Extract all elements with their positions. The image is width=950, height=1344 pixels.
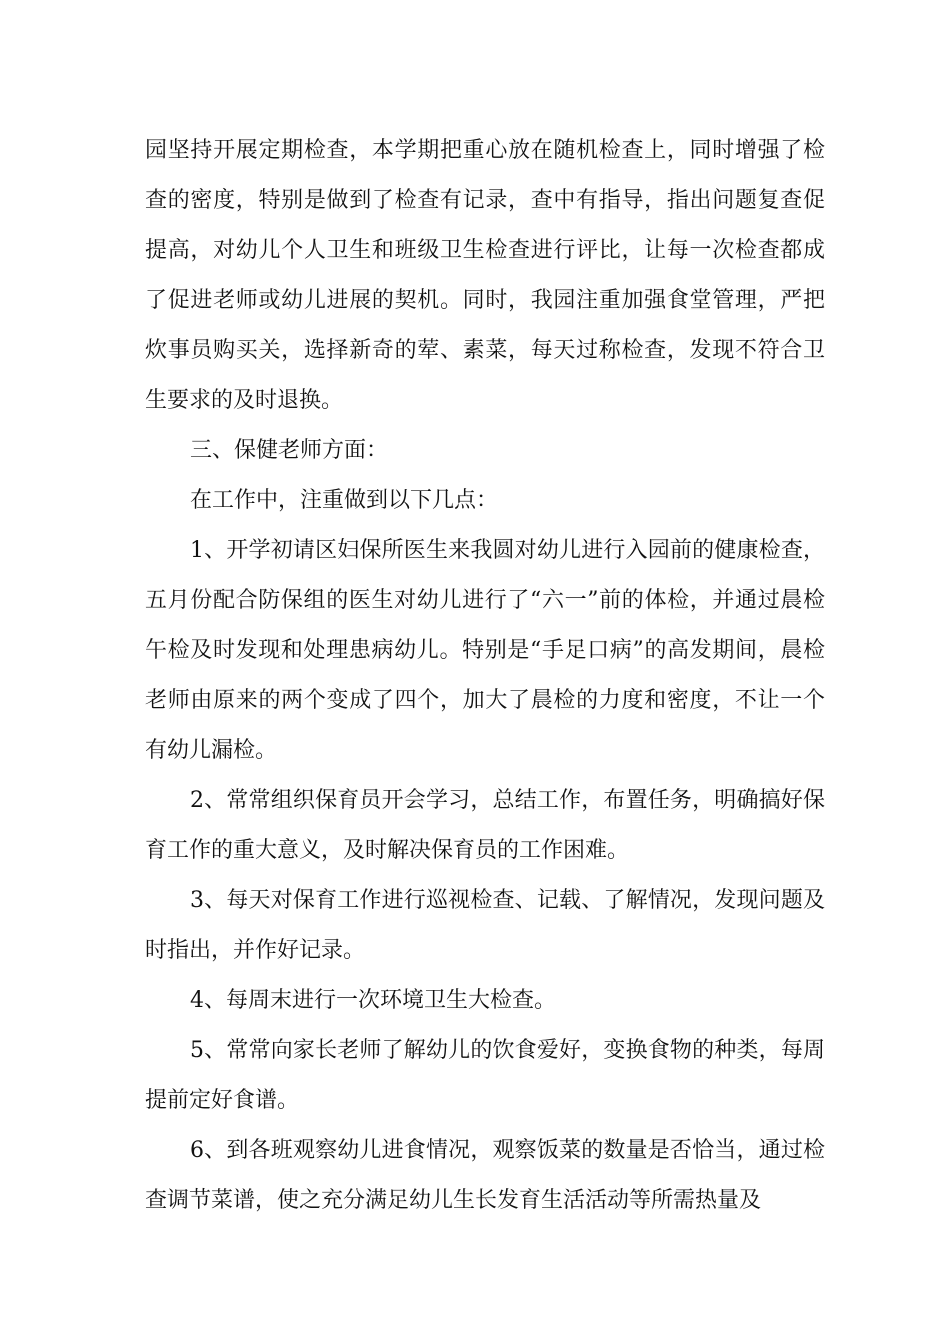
paragraph-continued: 园坚持开展定期检查，本学期把重心放在随机检查上，同时增强了检查的密度，特别是做到了检查有记录，查中有指导，指出问题复查促提高，对幼儿个人卫生和班级卫生检查进行评比，让每一次检查都成了促进老师或幼儿进展的契机。同时，我园注重加强食堂管理，严把炊事员购买关，选择新奇的荤、素菜，每天过称检查，发现不符合卫生要求的及时退换。 <box>145 138 825 413</box>
list-item-1: 1、开学初请区妇保所医生来我圆对幼儿进行入园前的健康检查，五月份配合防保组的医生对幼儿进行了“六一”前的体检，并通过晨检午检及时发现和处理患病幼儿。特别是“手足口病”的高发期间，晨检老师由原来的两个变成了四个，加大了晨检的力度和密度，不让一个有幼儿漏检。 <box>145 538 825 763</box>
list-item-3: 3、每天对保育工作进行巡视检查、记载、了解情况，发现问题及时指出，并作好记录。 <box>145 888 825 963</box>
paragraph-intro: 在工作中，注重做到以下几点： <box>190 488 499 513</box>
document-body <box>145 126 825 1226</box>
list-item-5: 5、常常向家长老师了解幼儿的饮食爱好，变换食物的种类，每周提前定好食谱。 <box>145 1038 825 1113</box>
list-item-2: 2、常常组织保育员开会学习，总结工作，布置任务，明确搞好保育工作的重大意义，及时解决保育员的工作困难。 <box>145 788 825 863</box>
list-item-4: 4、每周末进行一次环境卫生大检查。 <box>190 988 556 1013</box>
list-item-6: 6、到各班观察幼儿进食情况，观察饭菜的数量是否恰当，通过检查调节菜谱，使之充分满足幼儿生长发育生活活动等所需热量及 <box>145 1138 825 1213</box>
section-heading: 三、保健老师方面： <box>190 438 389 463</box>
